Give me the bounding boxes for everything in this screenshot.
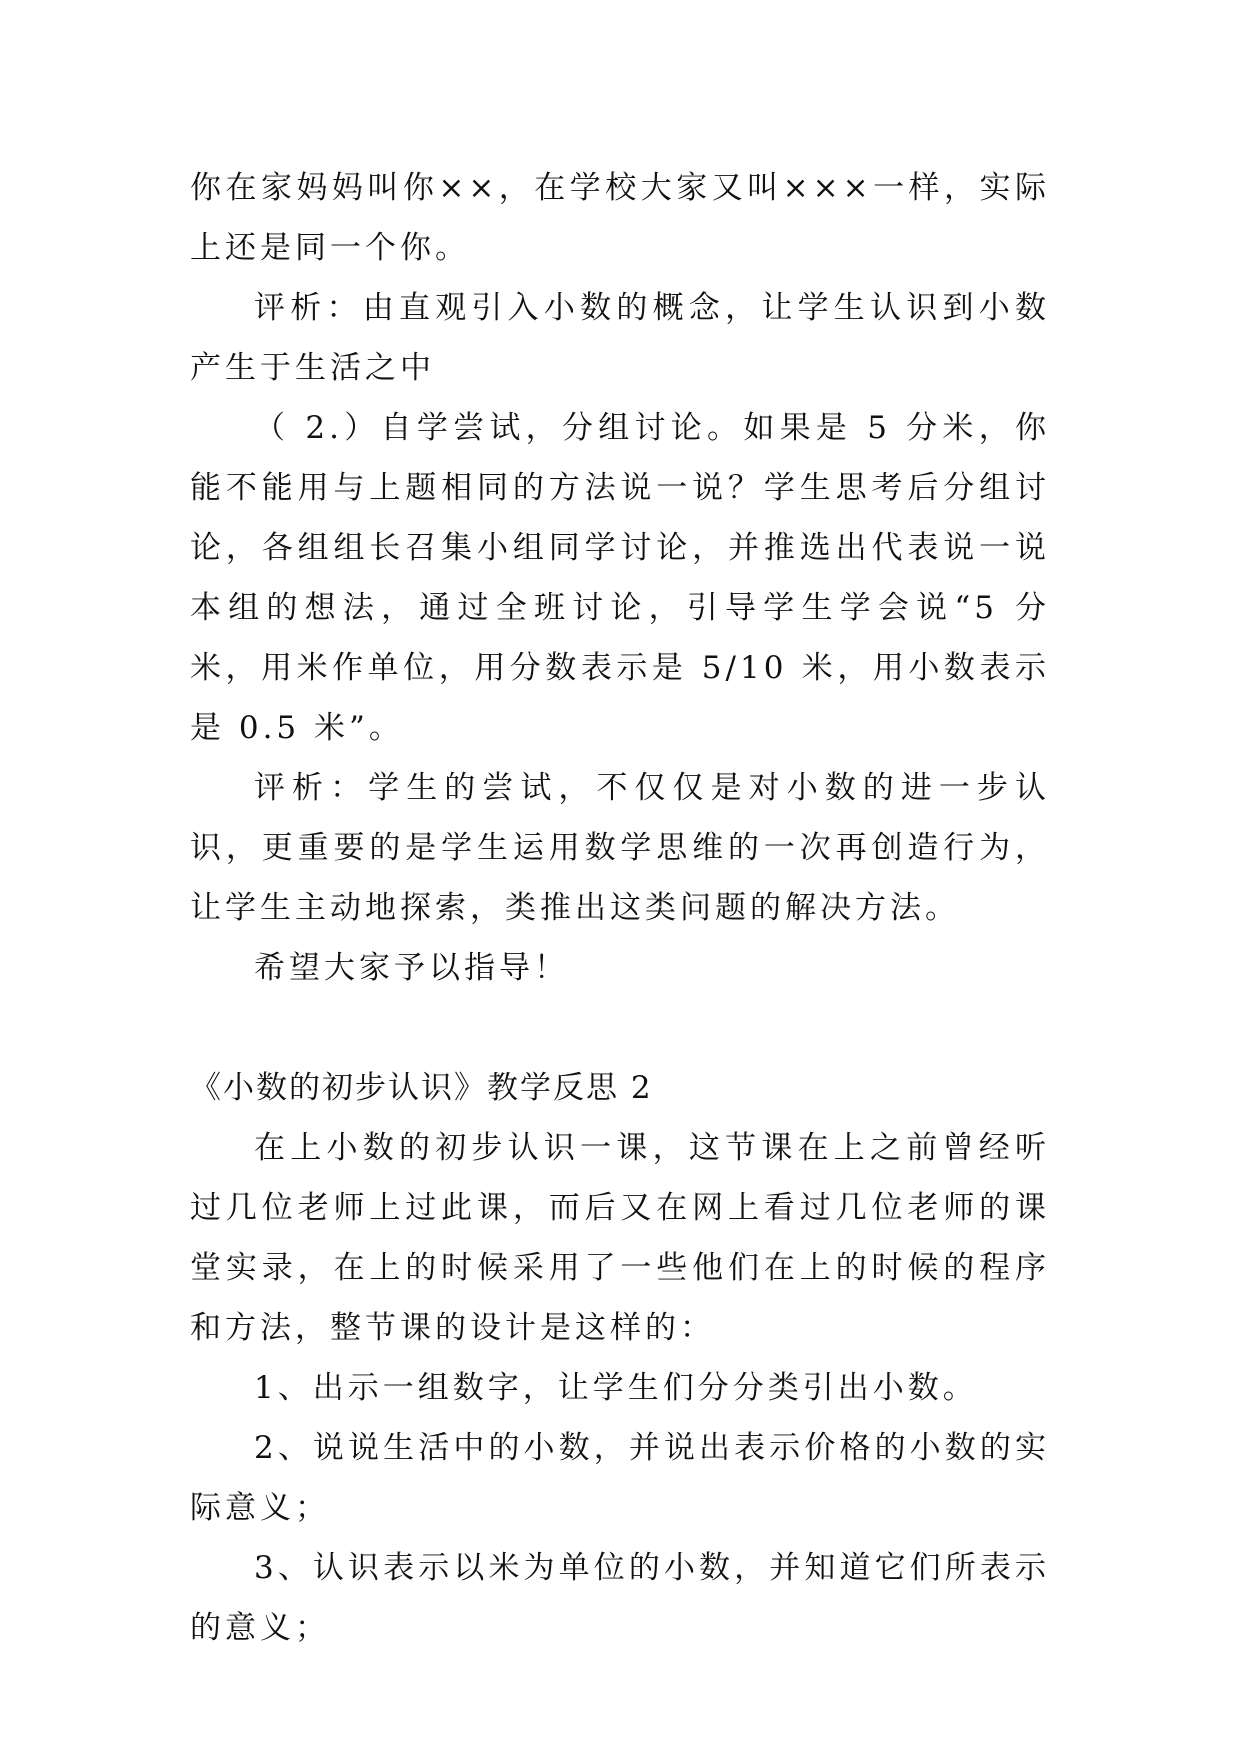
paragraph-self-study: （ 2.）自学尝试，分组讨论。如果是 5 分米，你能不能用与上题相同的方法说一说？学生思考后分组讨论，各组组长召集小组同学讨论，并推选出代表说一说本组的想法，通过全班讨论，引导学生学会说“5 分米，用米作单位，用分数表示是 5/10 米，用小数表示是 0.5 米”。 <box>190 410 1050 746</box>
paragraph-continuation: 你在家妈妈叫你××，在学校大家又叫×××一样，实际上还是同一个你。 <box>190 170 1050 266</box>
paragraph-commentary-1: 评析：由直观引入小数的概念，让学生认识到小数产生于生活之中 <box>190 290 1050 386</box>
section-title: 《小数的初步认识》教学反思 2 <box>190 1070 653 1106</box>
paragraph-intro: 在上小数的初步认识一课，这节课在上之前曾经听过几位老师上过此课，而后又在网上看过几位老师的课堂实录，在上的时候采用了一些他们在上的时候的程序和方法，整节课的设计是这样的： <box>190 1130 1050 1346</box>
list-item-3: 3、认识表示以米为单位的小数，并知道它们所表示的意义； <box>190 1550 1050 1646</box>
paragraph-closing: 希望大家予以指导！ <box>254 950 569 986</box>
paragraph-commentary-2: 评析：学生的尝试，不仅仅是对小数的进一步认识，更重要的是学生运用数学思维的一次再创造行为，让学生主动地探索，类推出这类问题的解决方法。 <box>190 770 1050 926</box>
list-item-2: 2、说说生活中的小数，并说出表示价格的小数的实际意义； <box>190 1430 1050 1526</box>
document-body <box>190 158 1050 1658</box>
list-item-1: 1、出示一组数字，让学生们分分类引出小数。 <box>254 1370 978 1406</box>
section-spacer <box>190 998 1050 1058</box>
